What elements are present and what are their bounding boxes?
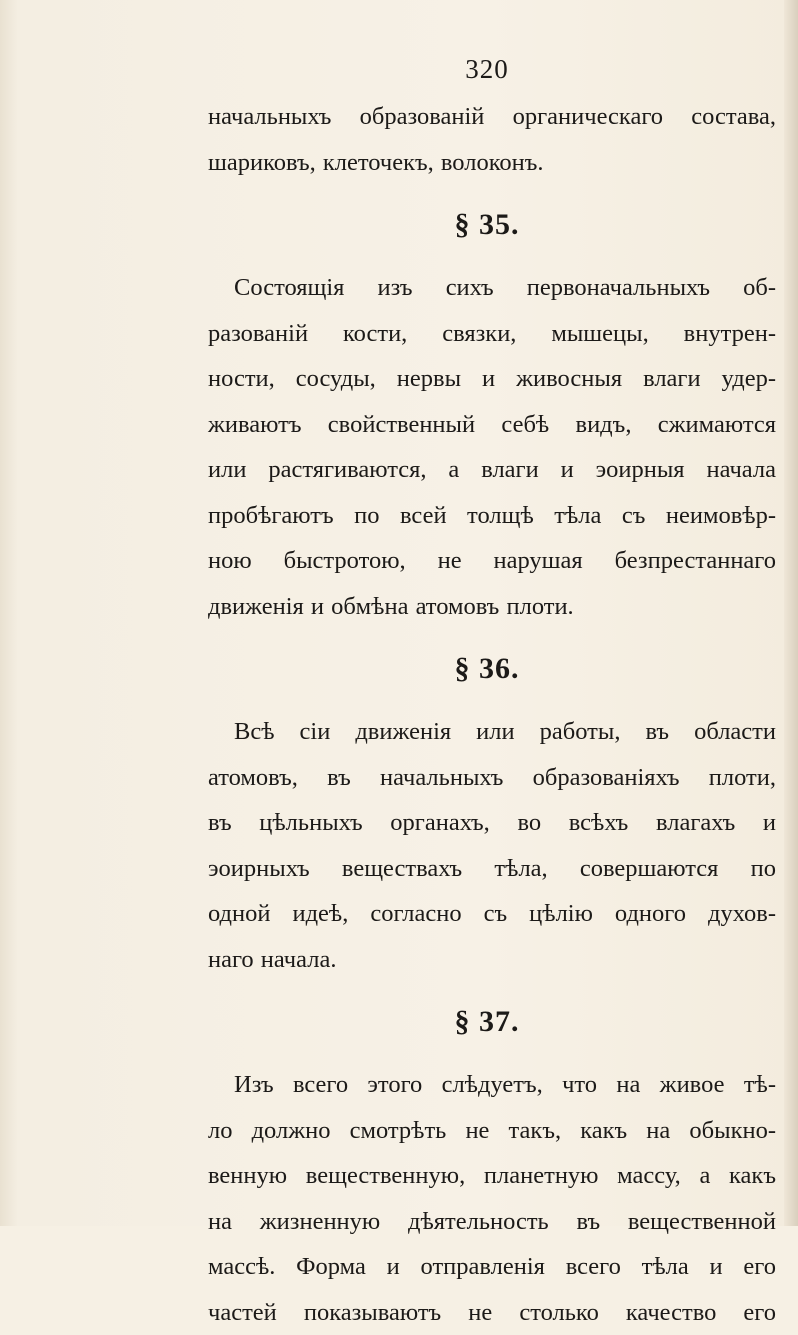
text-line: или растягиваются, а влаги и эоирныя начала bbox=[208, 447, 776, 493]
text-line: Изъ всего этого слѣдуетъ, что на живое тѣ- bbox=[208, 1062, 776, 1108]
text-line: ло должно смотрѣть не такъ, какъ на обыкно- bbox=[208, 1108, 776, 1154]
section-heading: § 36. bbox=[198, 629, 776, 709]
text-line: одной идеѣ, согласно съ цѣлію одного духов- bbox=[208, 891, 776, 937]
section-heading: § 35. bbox=[198, 185, 776, 265]
text-line: на жизненную дѣятельность въ вещественной bbox=[208, 1199, 776, 1245]
text-line: частей показываютъ не столько качество его bbox=[208, 1290, 776, 1335]
page-edge bbox=[784, 0, 798, 1226]
text-line: въ цѣльныхъ органахъ, во всѣхъ влагахъ и bbox=[208, 800, 776, 846]
text-line: эоирныхъ веществахъ тѣла, совершаются по bbox=[208, 846, 776, 892]
text-line: Всѣ сіи движенія или работы, въ области bbox=[208, 709, 776, 755]
text-line: шариковъ, клеточекъ, волоконъ. bbox=[208, 140, 776, 186]
text-line: движенія и обмѣна атомовъ плоти. bbox=[208, 584, 776, 630]
text-line: атомовъ, въ начальныхъ образованіяхъ плоти, bbox=[208, 755, 776, 801]
text-line: венную вещественную, планетную массу, а какъ bbox=[208, 1153, 776, 1199]
text-line: начальныхъ образованій органическаго состава, bbox=[208, 94, 776, 140]
text-line: пробѣгаютъ по всей толщѣ тѣла съ неимовѣр- bbox=[208, 493, 776, 539]
page-number: 320 bbox=[198, 44, 776, 94]
page-text bbox=[208, 44, 776, 1335]
text-line: массѣ. Форма и отправленія всего тѣла и его bbox=[208, 1244, 776, 1290]
text-line: ною быстротою, не нарушая безпрестаннаго bbox=[208, 538, 776, 584]
text-line: ности, сосуды, нервы и живосныя влаги удер- bbox=[208, 356, 776, 402]
text-line: разованій кости, связки, мышецы, внутрен- bbox=[208, 311, 776, 357]
text-line: наго начала. bbox=[208, 937, 776, 983]
section-heading: § 37. bbox=[198, 982, 776, 1062]
text-line: Состоящія изъ сихъ первоначальныхъ об- bbox=[208, 265, 776, 311]
text-line: живаютъ свойственный себѣ видъ, сжимаются bbox=[208, 402, 776, 448]
